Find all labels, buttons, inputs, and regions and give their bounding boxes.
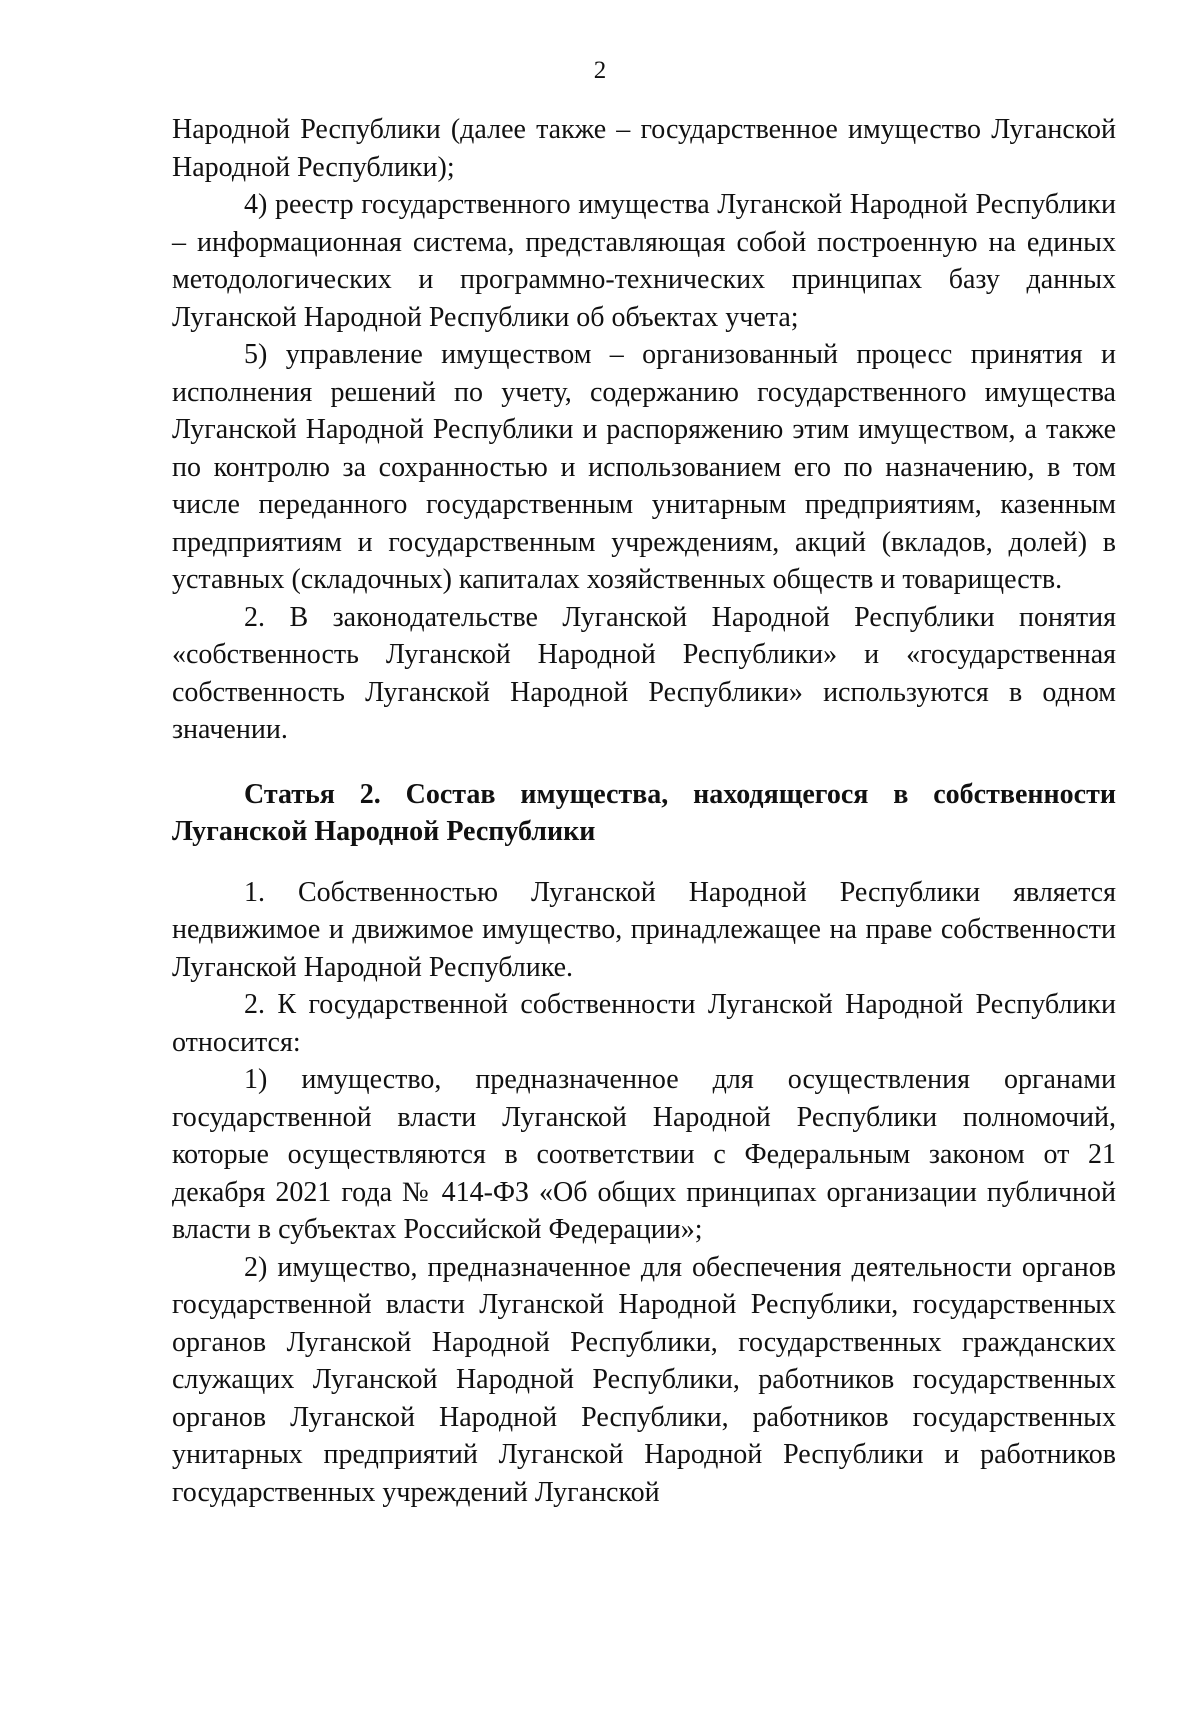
paragraph-clause-1: 1. Собственностью Луганской Народной Республики является недвижимое и движимое имущество, принадлежащее на праве собственности Луганской Народной Республике. (172, 876, 1116, 983)
paragraph-item-5: 5) управление имуществом – организованный процесс принятия и исполнения решений по учету, содержанию государственного имущества Луганской Народной Республики и распоряжению этим имуществом, а также по контролю за сохранностью и использованием его по назначению, в том числе переданного государственным унитарным предприятиям, казенным предприятиям и государственным учреждениям, акций (вкладов, долей) в уставных (складочных) капиталах хозяйственных обществ и товариществ. (172, 339, 1116, 595)
paragraph-item-1: 1) имущество, предназначенное для осуществления органами государственной власти Луганской Народной Республики полномочий, которые осуществляются в соответствии с Федеральным законом от 21 декабря 2021 года № 414-ФЗ «Об общих принципах организации публичной власти в субъектах Российской Федерации»; (172, 1064, 1116, 1245)
paragraph-item-4: 4) реестр государственного имущества Луганской Народной Республики – информационная система, представляющая собой построенную на единых методологических и программно-технических принципах базу данных Луганской Народной Республики об объектах учета; (172, 189, 1116, 333)
paragraph-clause-2: 2. В законодательстве Луганской Народной Республики понятия «собственность Луганской Народной Республики» и «государственная собственность Луганской Народной Республики» используются в одном значении. (172, 601, 1116, 745)
page-number: 2 (593, 57, 607, 84)
article-heading: Статья 2. Состав имущества, находящегося в собственности Луганской Народной Республики (172, 778, 1116, 847)
paragraph-clause-2b: 2. К государственной собственности Луганской Народной Республики относится: (172, 989, 1116, 1058)
paragraph-continuation: Народной Республики (далее также – государственное имущество Луганской Народной Республики); (172, 114, 1116, 183)
paragraph-item-2: 2) имущество, предназначенное для обеспечения деятельности органов государственной власти Луганской Народной Республики, государственных органов Луганской Народной Республики, государственных гражданских служащих Луганской Народной Республики, работников государственных органов Луганской Народной Республики, работников государственных унитарных предприятий Луганской Народной Республики и работников государственных учреждений Луганской (172, 1251, 1116, 1508)
document-body (172, 111, 1116, 1511)
